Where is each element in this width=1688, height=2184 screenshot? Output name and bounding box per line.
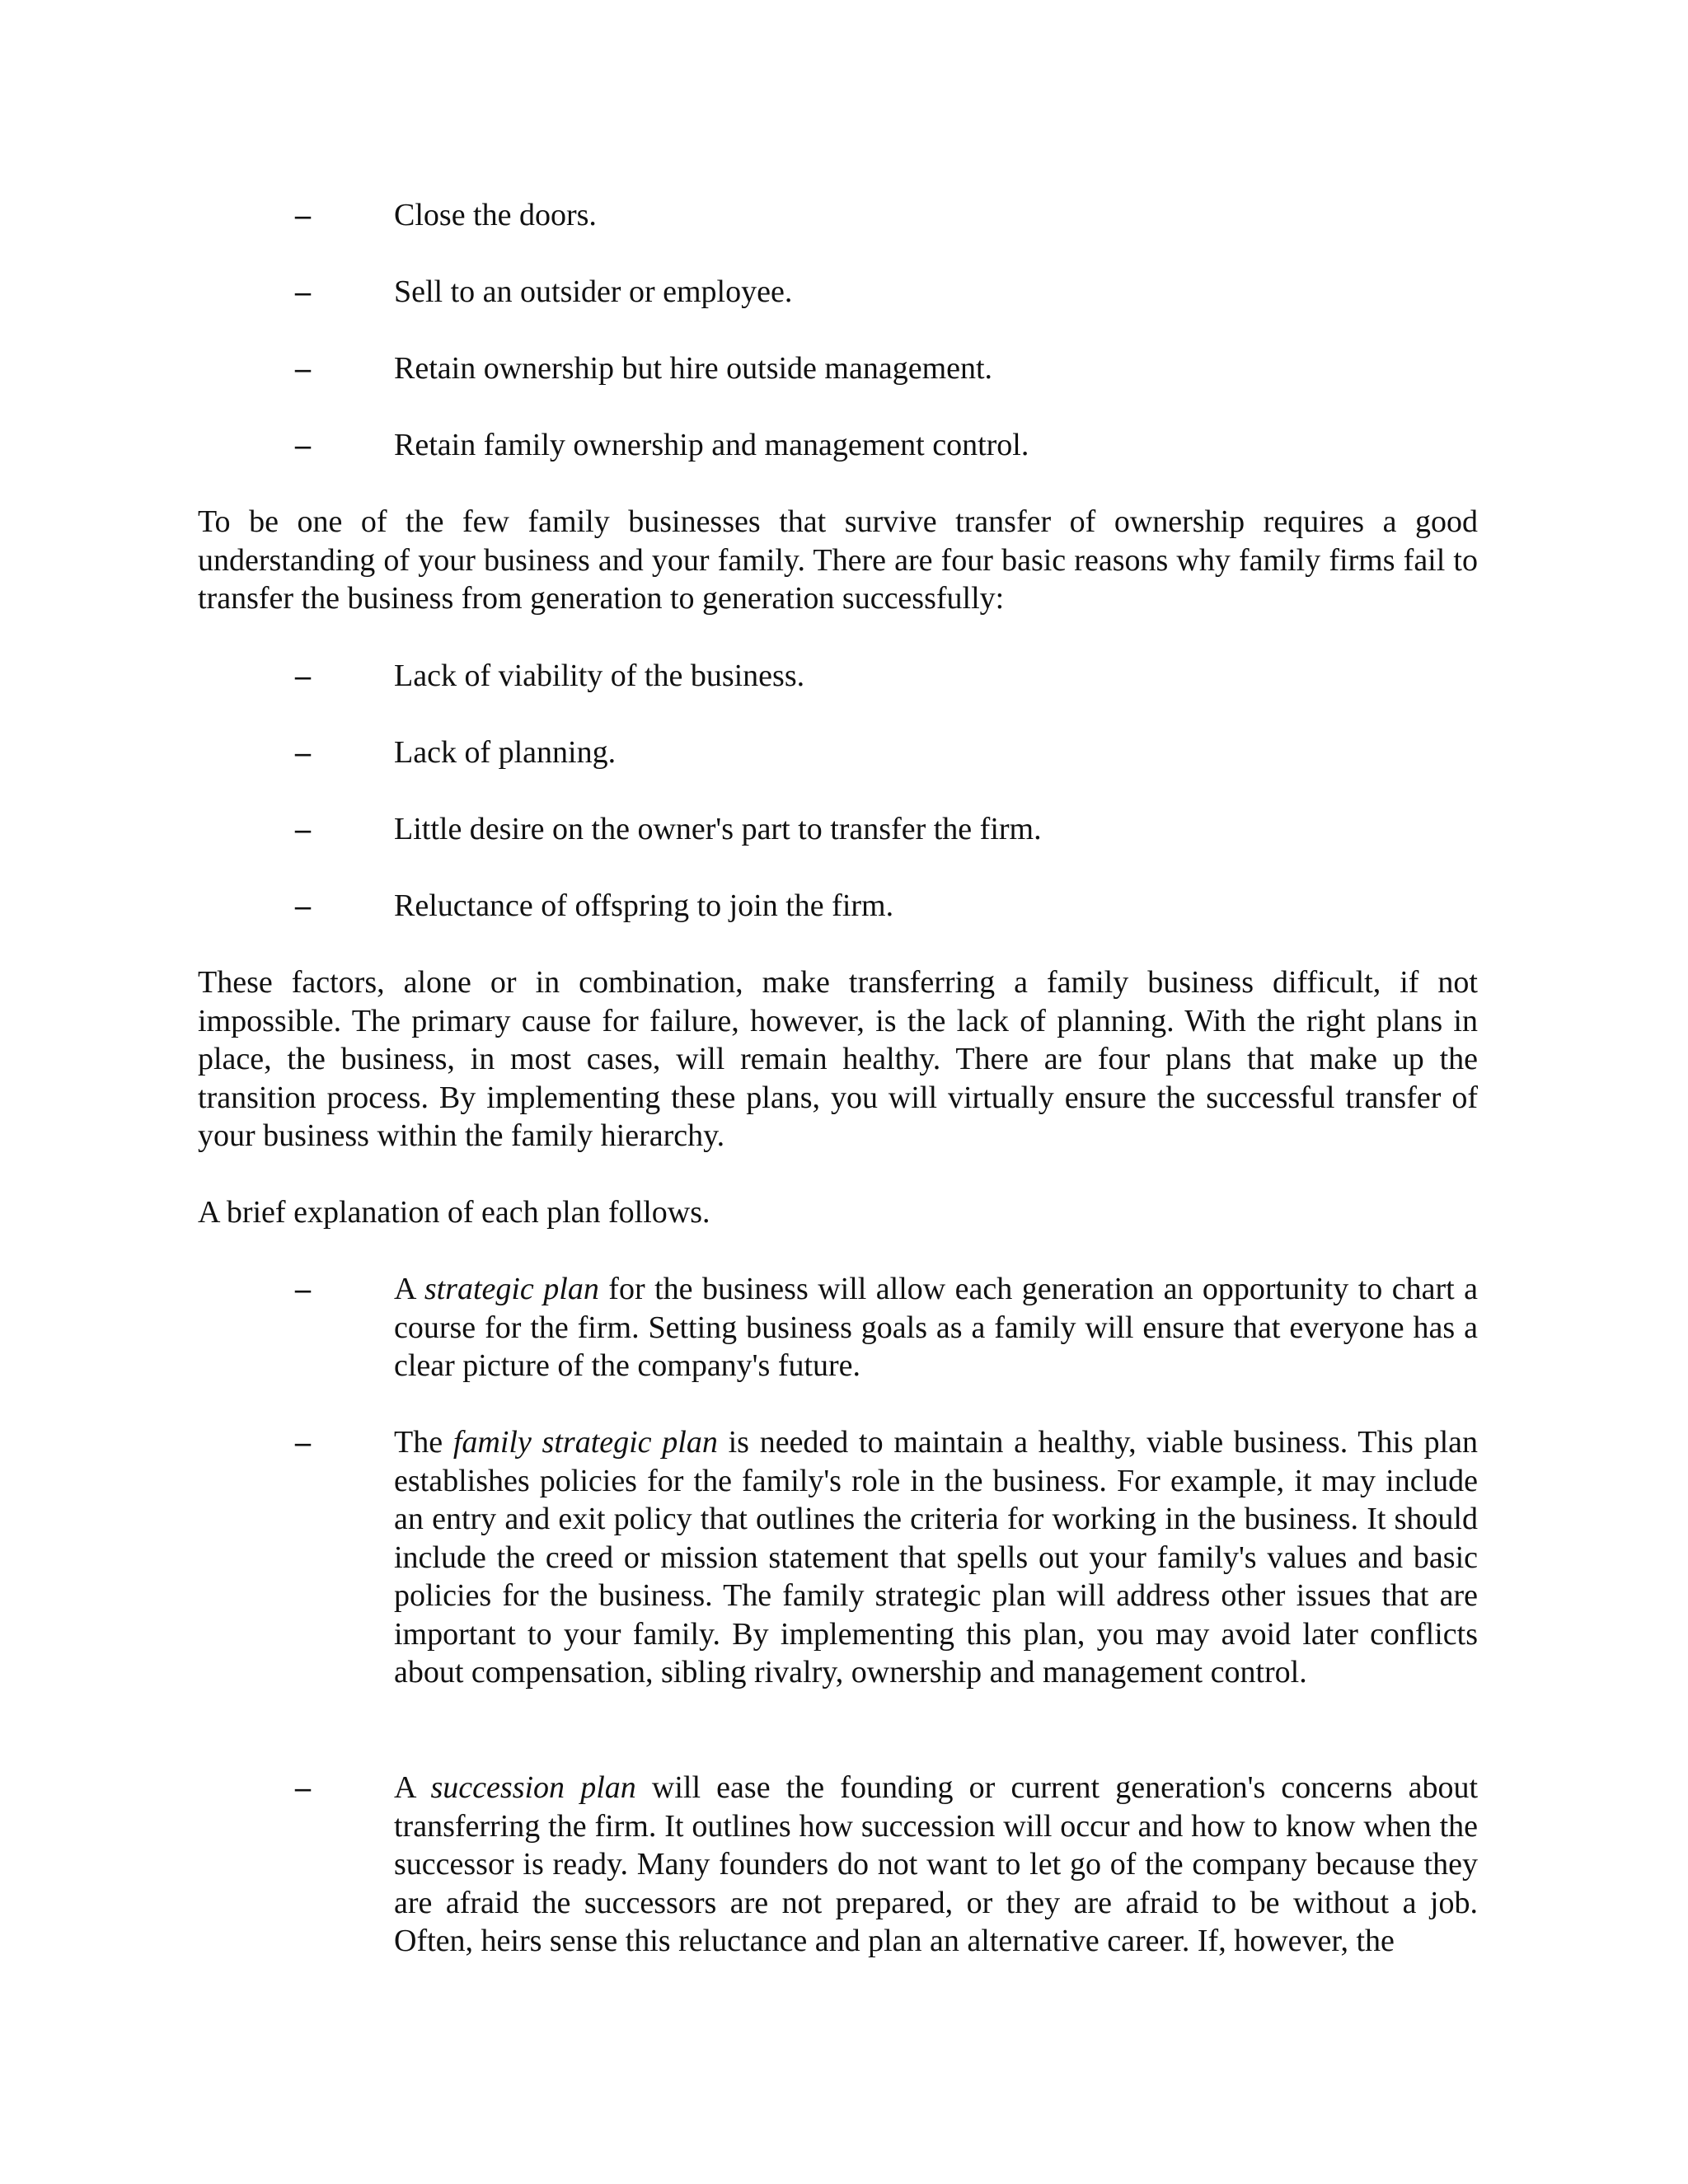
plan-name: succession plan (430, 1770, 636, 1805)
plan-text-rest: will ease the founding or current generation's concerns about transferring the firm. It outlines how succession will occur and how to know when the successor is ready. Many founders do not want to let go of the company because they are afraid the successors are not prepared, or they are afraid to be without a job. Often, heirs sense this reluctance and plan an alternative career. If, however, the (394, 1770, 1479, 1958)
dash-bullet: – (295, 658, 311, 693)
dash-bullet: – (295, 351, 311, 386)
plan-text-lead: A (394, 1770, 431, 1805)
plan-text-rest: for the business will allow each generation an opportunity to chart a course for the firm. Setting business goals as a family will ensure that everyone has a clear picture of the company's future. (394, 1272, 1478, 1383)
dash-bullet: – (295, 428, 311, 462)
list-item-text: Lack of viability of the business. (394, 658, 805, 693)
plan-item-text (394, 1270, 1478, 1385)
dash-bullet: – (295, 1770, 311, 1805)
list-item-text: Retain ownership but hire outside management. (394, 351, 993, 386)
dash-bullet: – (295, 274, 311, 309)
list-item-text: Reluctance of offspring to join the firm. (394, 888, 894, 923)
plan-name: family strategic plan (452, 1425, 718, 1460)
dash-bullet: – (295, 735, 311, 770)
plan-text-lead: A (394, 1272, 424, 1306)
plan-name: strategic plan (424, 1272, 599, 1306)
list-item-text: Sell to an outsider or employee. (394, 274, 793, 309)
plan-text-rest: is needed to maintain a healthy, viable business. This plan establishes policies for the family's role in the business. For example, it may include an entry and exit policy that outlines the criteria for working in the business. It should include the creed or mission statement that spells out your family's values and basic policies for the business. The family strategic plan will address other issues that are important to your family. By implementing this plan, you may avoid later conflicts about compensation, sibling rivalry, ownership and management control. (394, 1425, 1478, 1690)
dash-bullet: – (295, 888, 311, 923)
list-item-text: Little desire on the owner's part to transfer the firm. (394, 812, 1042, 846)
plan-text-lead: The (394, 1425, 453, 1460)
list-item-text: Lack of planning. (394, 735, 617, 770)
paragraph-plans-intro: A brief explanation of each plan follows. (198, 1195, 710, 1230)
plan-item-text (394, 1423, 1478, 1692)
list-item-text: Retain family ownership and management control. (394, 428, 1029, 462)
paragraph-transfer-reasons: To be one of the few family businesses that survive transfer of ownership requires a good understanding of your business and your family. There are four basic reasons why family firms fail to transfer the business from generation to generation successfully: (198, 504, 1478, 616)
dash-bullet: – (295, 198, 311, 232)
dash-bullet: – (295, 1272, 311, 1306)
list-item-text: Close the doors. (394, 198, 597, 232)
dash-bullet: – (295, 1425, 311, 1460)
dash-bullet: – (295, 812, 311, 846)
plan-item-text (394, 1769, 1478, 1961)
paragraph-factors: These factors, alone or in combination, make transferring a family business difficult, if not impossible. The primary cause for failure, however, is the lack of planning. With the right plans in place, the business, in most cases, will remain healthy. There are four plans that make up the transition process. By implementing these plans, you will virtually ensure the successful transfer of your business within the family hierarchy. (198, 965, 1478, 1153)
